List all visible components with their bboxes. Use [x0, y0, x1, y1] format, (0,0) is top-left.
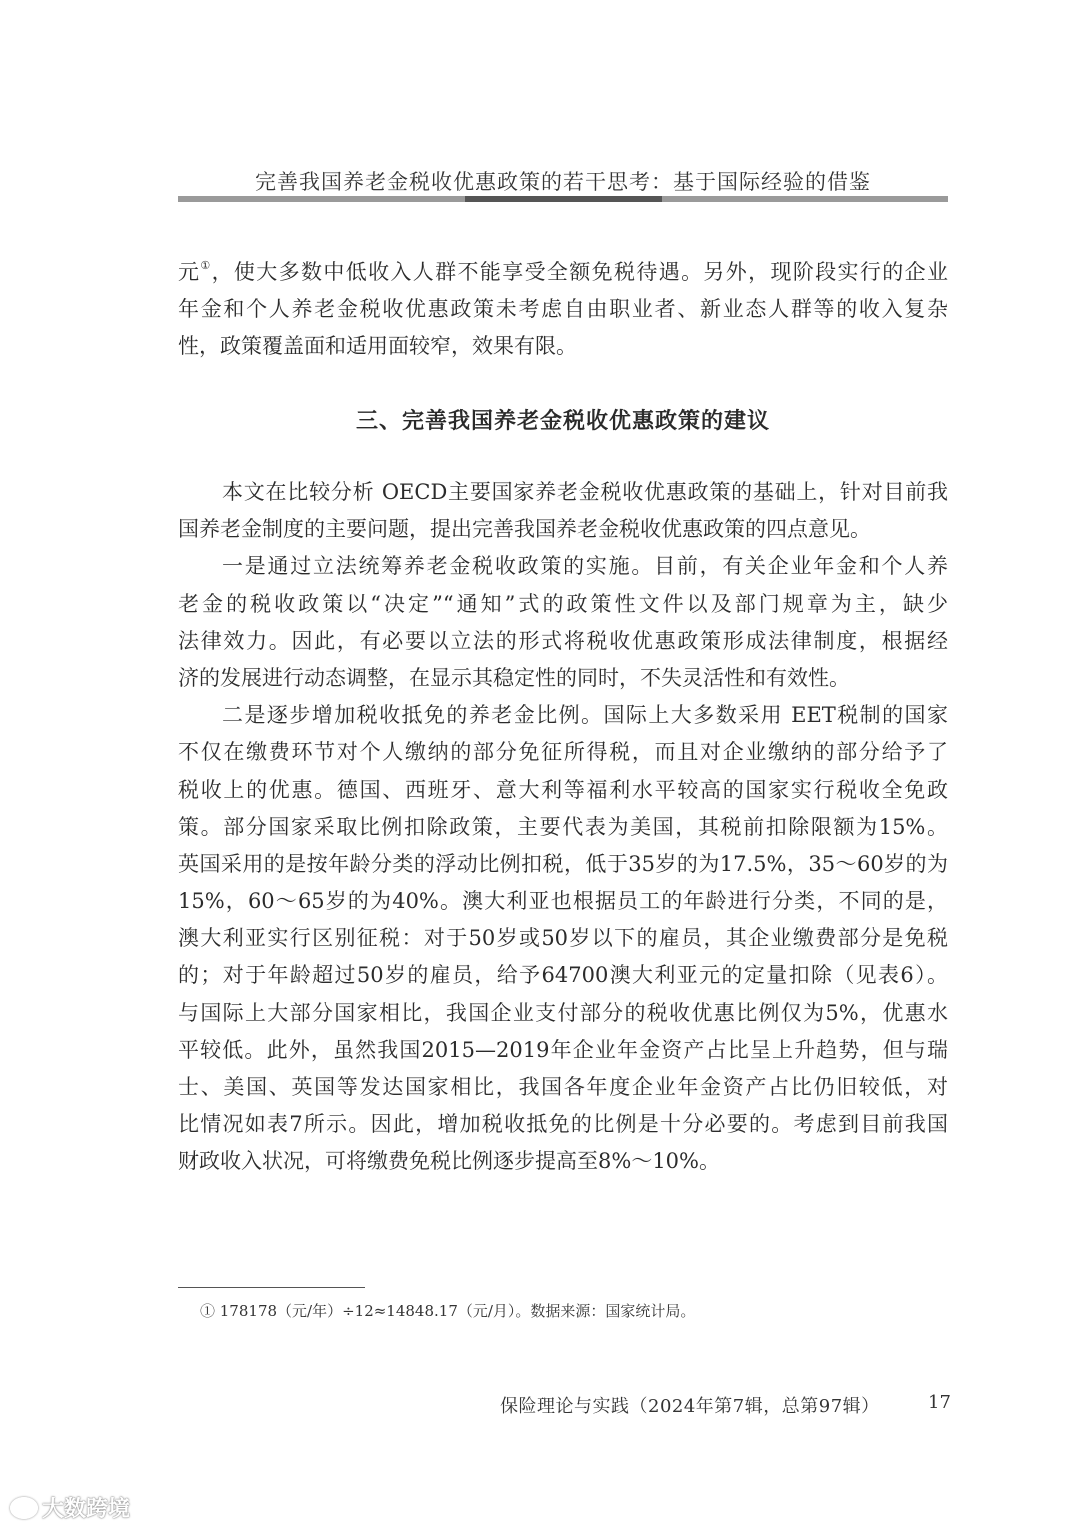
header-rule	[178, 196, 948, 202]
running-header: 完善我国养老金税收优惠政策的若干思考：基于国际经验的借鉴	[255, 170, 871, 194]
text-line: 15%，60～65岁的为40%。澳大利亚也根据员工的年龄进行分类，不同的是，	[178, 889, 948, 914]
footnote-ref[interactable]: ①	[200, 259, 212, 272]
footnote: ① 178178（元/年）÷12≈14848.17（元/月）。数据来源：国家统计局。	[200, 1302, 696, 1320]
text-line: 平较低。此外，虽然我国2015—2019年企业年金资产占比呈上升趋势，但与瑞	[178, 1037, 948, 1062]
text-line: 策。部分国家采取比例扣除政策，主要代表为美国，其税前扣除限额为15%。	[178, 814, 948, 839]
watermark	[10, 1492, 130, 1523]
text-line: 澳大利亚实行区别征税：对于50岁或50岁以下的雇员，其企业缴费部分是免税	[178, 926, 948, 951]
text-line: 财政收入状况，可将缴费免税比例逐步提高至8%～10%。	[178, 1149, 720, 1174]
section-heading: 三、完善我国养老金税收优惠政策的建议	[355, 408, 770, 434]
text-line: 与国际上大部分国家相比，我国企业支付部分的税收优惠比例仅为5%，优惠水	[178, 1000, 948, 1025]
text-line: 本文在比较分析 OECD主要国家养老金税收优惠政策的基础上，针对目前我	[222, 480, 948, 504]
text-line: 英国采用的是按年龄分类的浮动比例扣税，低于35岁的为17.5%，35～60岁的为	[178, 851, 948, 876]
text-line: 性，政策覆盖面和适用面较窄，效果有限。	[178, 334, 577, 359]
text: ，使大多数中低收入人群不能享受全额免税待遇。另外，现阶段实行的企业	[211, 260, 948, 284]
continued-paragraph	[178, 254, 948, 366]
footnote-rule	[178, 1287, 365, 1288]
text-line: 二是逐步增加税收抵免的养老金比例。国际上大多数采用 EET税制的国家	[222, 703, 948, 728]
text-line: 士、美国、英国等发达国家相比，我国各年度企业年金资产占比仍旧较低，对	[178, 1075, 948, 1099]
text-line: 国养老金制度的主要问题，提出完善我国养老金税收优惠政策的四点意见。	[178, 517, 871, 542]
text-line: 老金的税收政策以“决定”“通知”式的政策性文件以及部门规章为主，缺少	[178, 591, 948, 616]
text-line: 比情况如表7所示。因此，增加税收抵免的比例是十分必要的。考虑到目前我国	[178, 1112, 948, 1137]
text-line: 不仅在缴费环节对个人缴纳的部分免征所得税，而且对企业缴纳的部分给予了	[178, 740, 948, 765]
watermark-text: 大数跨境	[42, 1497, 131, 1522]
text-line: 济的发展进行动态调整，在显示其稳定性的同时，不失灵活性和有效性。	[178, 665, 850, 690]
body-text	[178, 474, 948, 1181]
page-number: 17	[928, 1392, 951, 1413]
text-line: 一是通过立法统筹养老金税收政策的实施。目前，有关企业年金和个人养	[222, 554, 948, 579]
text-line: 的；对于年龄超过50岁的雇员，给予64700澳大利亚元的定量扣除（见表6）。	[178, 963, 948, 988]
header-rule-accent	[465, 196, 662, 202]
text-line: 税收上的优惠。德国、西班牙、意大利等福利水平较高的国家实行税收全免政	[178, 777, 948, 802]
journal-footer: 保险理论与实践（2024年第7辑，总第97辑）	[500, 1396, 880, 1417]
text: 元	[178, 260, 201, 284]
text-line: 年金和个人养老金税收优惠政策未考虑自由职业者、新业态人群等的收入复杂	[178, 297, 948, 322]
text-line: 法律效力。因此，有必要以立法的形式将税收优惠政策形成法律制度，根据经	[178, 628, 948, 653]
watermark-logo-icon	[10, 1497, 38, 1519]
